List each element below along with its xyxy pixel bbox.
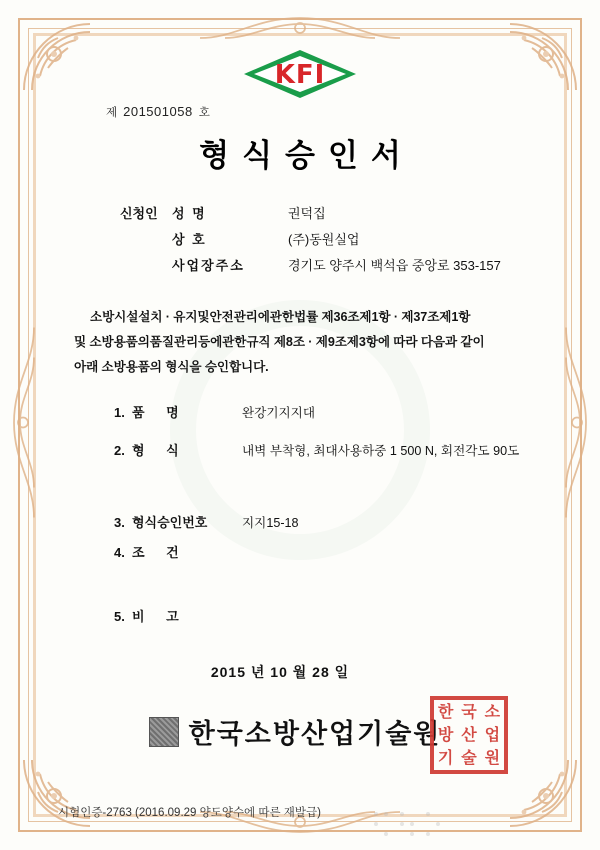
edge-ornament-icon [562,323,592,528]
applicant-company-label: 상 호 [172,232,207,247]
footnote: 시험인증-2763 (2016.09.29 양도양수에 따른 재발급) [58,807,321,819]
applicant-name-label: 성 명 [172,206,207,221]
item-row [114,606,556,636]
seal-char: 기 [437,748,454,768]
item-number: 5. [114,609,125,624]
item-label: 품 명 [132,405,188,420]
seal-char: 술 [461,748,477,768]
applicant-row-company [120,227,556,253]
item-label: 형식승인번호 [132,515,208,530]
serial-number: 201501058 [123,104,193,119]
official-seal-icon [430,696,508,774]
legal-paragraph-line2: 및 소방용품의품질관리등에관한규직 제8조 · 제9조제3항에 따라 다음과 같이 [74,335,485,349]
applicant-address-value: 경기도 양주시 백석읍 중앙로 353-157 [288,258,501,273]
kfi-logo-icon [44,48,556,102]
item-row [114,512,556,542]
item-value: 내벽 부착형, 최대사용하중 1 500 N, 회전각도 90도 [242,444,520,458]
item-spacer [114,478,556,512]
applicant-name-value: 권덕집 [288,206,326,221]
seal-char: 국 [461,701,477,721]
issue-date: 2015 년 10 월 28 일 [210,664,350,680]
item-list [44,402,556,636]
applicant-row-name [120,201,556,227]
applicant-row-address [120,253,556,279]
legal-paragraph [44,305,556,380]
seal-char: 원 [484,748,501,768]
item-number: 4. [114,545,125,560]
item-label: 형 식 [132,443,188,458]
korea-emblem-icon [149,717,179,747]
item-label: 비 고 [132,609,188,624]
applicant-company-value: (주)동원실업 [288,232,360,247]
certificate-content [44,40,556,806]
svg-text:KFI: KFI [274,60,326,90]
serial-suffix-label: 호 [198,107,210,119]
item-row [114,440,556,478]
issuer-block [44,701,556,784]
item-value: 완강기지지대 [242,406,315,420]
item-row [114,402,556,440]
page-title: 형식승인서 [199,138,414,173]
item-value: 지지15-18 [242,516,299,530]
seal-char: 산 [461,724,477,744]
item-number: 2. [114,443,125,458]
applicant-address-label: 사업장주소 [172,258,245,273]
applicant-block [44,201,556,279]
item-spacer [114,572,556,606]
seal-char: 소 [484,701,501,721]
legal-paragraph-line3: 아래 소방용품의 형식을 승인합니다. [74,360,269,374]
seal-char: 한 [437,701,454,721]
applicant-prefix-label: 신청인 [120,206,158,221]
braille-marking [370,808,440,842]
item-row [114,542,556,572]
seal-char: 방 [437,724,454,744]
serial-row [44,104,556,120]
item-label: 조 건 [132,545,188,560]
seal-char: 업 [484,724,501,744]
item-number: 3. [114,515,125,530]
edge-ornament-icon [8,323,38,528]
serial-prefix-label: 제 [106,107,118,119]
item-number: 1. [114,405,125,420]
issuer-name: 한국소방산업기술원 [188,719,442,749]
legal-paragraph-line1: 소방시설설치 · 유지및안전관리에관한법률 제36조제1항 · 제37조제1항 [90,310,471,324]
